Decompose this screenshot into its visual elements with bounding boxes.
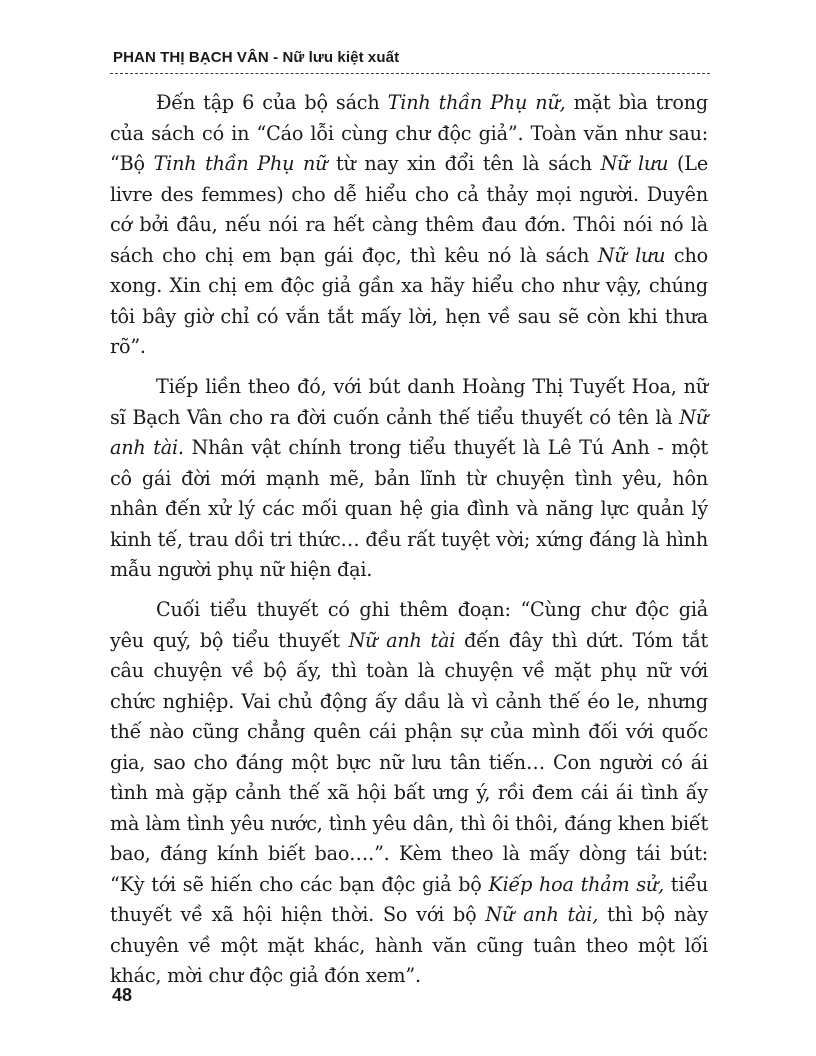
page-number: 48 bbox=[112, 985, 133, 1005]
italic-title: Tinh thần Phụ nữ, bbox=[387, 91, 566, 114]
text-segment: Cuối tiểu thuyết có ghi thêm đoạn: “Cùng chư độc giả yêu quý, bộ tiểu thuyết bbox=[110, 598, 708, 652]
paragraph bbox=[110, 88, 708, 363]
text-segment: tiểu thuyết về xã hội hiện thời. So với bộ bbox=[110, 872, 709, 926]
italic-title: Nữ lưu bbox=[597, 243, 666, 267]
italic-title: Kiếp hoa thảm sử, bbox=[488, 872, 664, 896]
paragraph bbox=[110, 595, 708, 992]
text-segment: từ nay xin đổi tên là sách bbox=[327, 152, 601, 175]
text-segment: (Le livre des femmes) cho dễ hiểu cho cả thảy mọi người. Duyên cớ bởi đâu, nếu nói ra hết càng thêm đau đớn. Thôi nói nó là sách cho chị em bạn gái đọc, thì kêu nó là sách bbox=[110, 152, 708, 267]
text-segment: thì bộ này chuyên về một mặt khác, hành văn cũng tuân theo một lối khác, mời chư độc giả đón xem”. bbox=[110, 903, 708, 987]
italic-title: Nữ anh tài bbox=[348, 628, 456, 652]
text-segment: đến đây thì dứt. Tóm tắt câu chuyện về bộ ấy, thì toàn là chuyện về mặt phụ nữ với chức nghiệp. Vai chủ động ấy dầu là vì cảnh thế éo le, nhưng thế nào cũng chẳng quên cái phận sự của mình đối với quốc gia, sao cho đáng một bực nữ lưu tân tiến… Con người có ái tình mà gặp cảnh thế xã hội bất ưng ý, rồi đem cái ái tình ấy mà làm tình yêu nước, tình yêu dân, thì ôi thôi, đáng khen biết bao, đáng kính biết bao….”. Kèm theo là mấy dòng tái bút: “Kỳ tới sẽ hiến cho các bạn độc giả bộ bbox=[110, 628, 709, 896]
running-head-text: PHAN THỊ BẠCH VÂN - Nữ lưu kiệt xuất bbox=[113, 49, 400, 66]
italic-title: Nữ anh tài. bbox=[110, 405, 708, 459]
text-segment: Tiếp liền theo đó, với bút danh Hoàng Thị Tuyết Hoa, nữ sĩ Bạch Vân cho ra đời cuốn cảnh thế tiểu thuyết có tên là bbox=[110, 375, 708, 429]
italic-title: Tinh thần Phụ nữ bbox=[153, 152, 328, 175]
header-rule bbox=[110, 73, 710, 74]
text-segment: Nhân vật chính trong tiểu thuyết là Lê Tú Anh - một cô gái đời mới mạnh mẽ, bản lĩnh từ chuyện tình yêu, hôn nhân đến xử lý các mối quan hệ gia đình và năng lực quản lý kinh tế, trau dồi tri thức… đều rất tuyệt vời; xứng đáng là hình mẫu người phụ nữ hiện đại. bbox=[110, 436, 709, 581]
text-segment: cho xong. Xin chị em độc giả gần xa hãy hiểu cho như vậy, chúng tôi bây giờ chỉ có vắn tắt mấy lời, hẹn về sau sẽ còn khi thưa rõ”. bbox=[110, 243, 708, 358]
running-head bbox=[113, 49, 710, 75]
body-text bbox=[110, 88, 708, 1001]
italic-title: Nữ lưu bbox=[600, 152, 669, 175]
text-segment: Đến tập 6 của bộ sách bbox=[156, 91, 388, 114]
paragraph bbox=[110, 372, 708, 586]
text-segment: mặt bìa trong của sách có in “Cáo lỗi cùng chư độc giả”. Toàn văn như sau: “Bộ bbox=[110, 91, 709, 175]
italic-title: Nữ anh tài, bbox=[485, 903, 599, 926]
